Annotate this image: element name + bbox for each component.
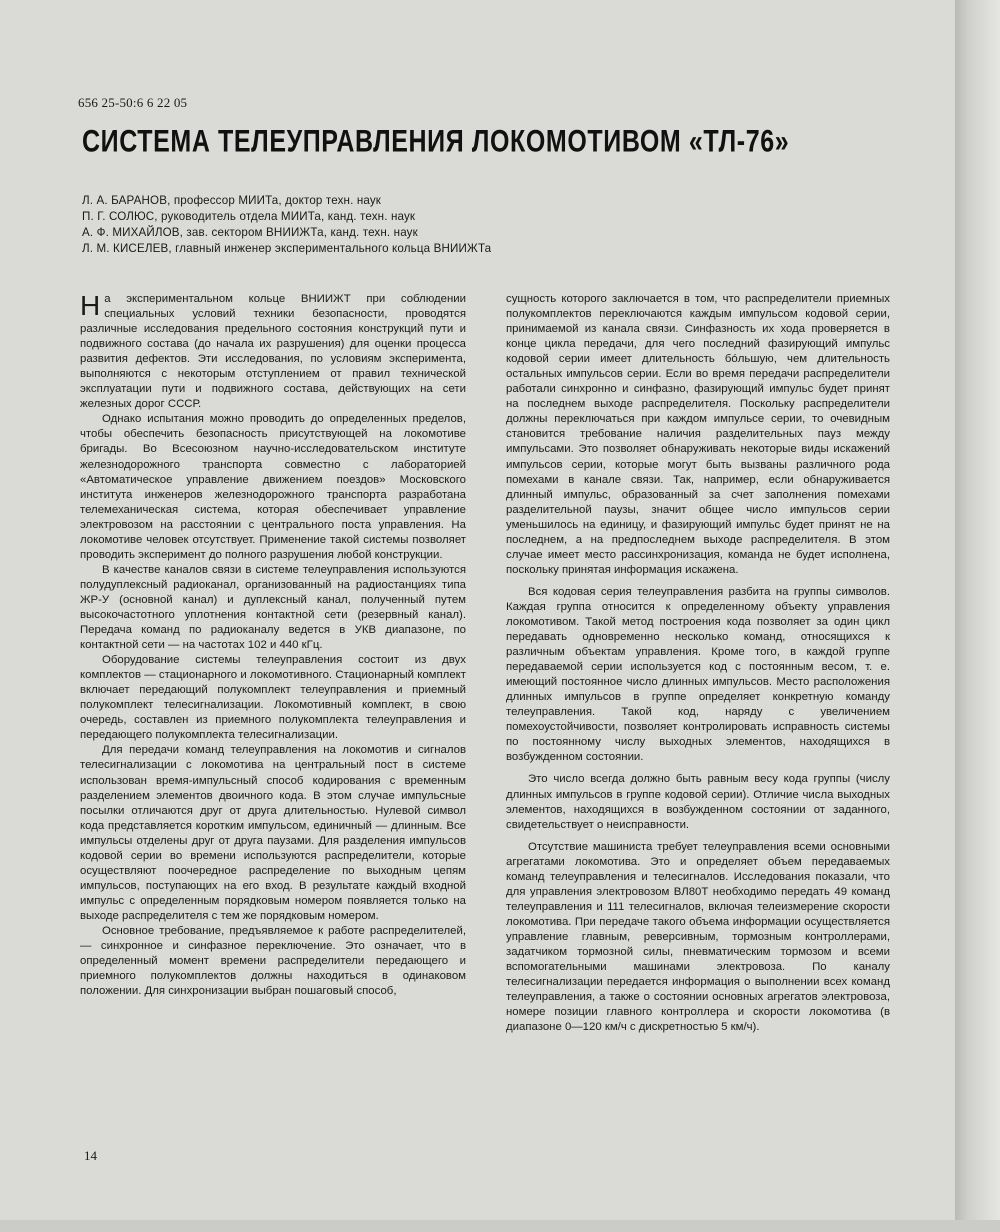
author-line: А. Ф. МИХАЙЛОВ, зав. сектором ВНИИЖТа, канд. техн. наук <box>82 226 418 239</box>
udk-code: 656 25-50:6 6 22 05 <box>78 95 188 110</box>
paragraph: Вся кодовая серия телеуправления разбита на группы символов. Каждая группа относится к определенному объекту управления локомотивом. Такой метод построения кода позволяет за один цикл передавать одновременно несколько команд, относящихся к различным объектам управления. Кроме того, в каждой группе передаваемой серии используется код с постоянным весом, т. е. имеющий постоянное число длинных импульсов. Место расположения длинных импульсов в группе определяет конкретную команду телеуправления. Такой код, наряду с увеличением помехоустойчивости, позволяет контролировать исправность системы по постоянному числу выходных элементов, находящихся в возбужденном состоянии. <box>506 585 890 764</box>
article-title: СИСТЕМА ТЕЛЕУПРАВЛЕНИЯ ЛОКОМОТИВОМ «ТЛ-76» <box>82 124 790 159</box>
paragraph: Для передачи команд телеуправления на локомотив и сигналов телесигнализации с локомотива на центральный пост в системе использован время-импульсный способ кодирования с временным разделением элементов двоичного кода. В этом случае импульсные посылки отличаются друг от друга длительностью. Нулевой символ кода представляется коротким импульсом, единичный — длинным. Все импульсы отделены друг от друга паузами. Для разделения импульсов кодовой серии во времени используются распределители, которые осуществляют поочередное распределение по выходным цепям импульсов, поступающих на его вход. В результате каждый входной импульс с определенным порядковым номером появляется только на выходе распределителя с тем же порядковым номером. <box>80 744 466 922</box>
paragraph: Оборудование системы телеуправления состоит из двух комплектов — стационарного и локомотивного. Стационарный комплект включает передающий полукомплект телеуправления и приемный полукомплект телесигнализации. Локомотивный комплект, в свою очередь, составлен из приемного полукомплекта телеуправления и передающего полукомплекта телесигнализации. <box>80 654 466 742</box>
right-column <box>506 292 890 1035</box>
paragraph: В качестве каналов связи в системе телеуправления используются полудуплексный радиоканал, организованный на радиостанциях типа ЖР-У (основной канал) и дуплексный канал, полученный путем высокочастотного уплотнения контактной сети (резервный канал). Передача команд по радиоканалу ведется в УКВ диапазоне, по контактной сети — на частотах 102 и 440 кГц. <box>80 563 466 652</box>
author-line: Л. М. КИСЕЛЕВ, главный инженер экспериментального кольца ВНИИЖТа <box>82 242 492 255</box>
paragraph <box>80 292 466 412</box>
paragraph: Основное требование, предъявляемое к работе распределителей, — синхронное и синфазное переключение. Это означает, что в определенный момент времени распределители передающего и приемного полукомплектов должны находиться в одинаковом положении. Для синхронизации выбран пошаговый способ, <box>80 924 466 998</box>
author-line: Л. А. БАРАНОВ, профессор МИИТа, доктор техн. наук <box>82 194 382 207</box>
paragraph-text: а экспериментальном кольце ВНИИЖТ при соблюдении специальных условий техники безопасности, проводятся различные исследования предельного состояния конструкций пути и подвижного состава (до начала их разрушения) для оценки процесса развития дефектов. Эти исследования, по условиям эксперимента, выполняются с некоторым отступлением от правил технической эксплуатации пути и подвижного состава, действующих на сети железных дорог СССР. <box>80 293 466 411</box>
paragraph: Отсутствие машиниста требует телеуправления всеми основными агрегатами локомотива. Это и определяет объем передаваемых команд телеуправления и телесигналов. Исследования показали, что для управления электровозом ВЛ80Т необходимо передать 49 команд телеуправления и 111 телесигналов, включая телеизмерение скорости локомотива. При передаче такого объема информации осуществляется управление главным, реверсивным, тормозным контроллерами, задатчиком тормозной силы, пневматическим тормозом и всеми вспомогательными машинами электровоза. По каналу телесигнализации передается информация о выполнении всех команд телеуправления, а также о состоянии основных агрегатов электровоза, номере позиции главного контроллера и скорости локомотива (в диапазоне 0—120 км/ч с дискретностью 5 км/ч). <box>506 840 890 1034</box>
left-column <box>80 292 466 999</box>
paragraph: сущность которого заключается в том, что распределители приемных полукомплектов переключаются каждым импульсом кодовой серии, принимаемой из канала связи. Синфазность их хода проверяется в конце цикла передачи, для чего последний фазирующий импульс кодовой серии имеет длительность бóльшую, чем длительность остальных импульсов серии. Если во время передачи распределители работали синхронно и синфазно, фазирующий импульс будет принят на последнем выходе распределителя. Поскольку распределители должны переключаться при каждом импульсе серии, то очевидным становится требование наличия разделительных пауз между импульсами. Это позволяет обнаруживать некоторые виды искажений импульсов серии, которые могут быть вызваны различного рода помехами в канале связи. Так, например, если обнаруживается длинный импульс, образованный за счет заполнения помехами разделительной паузы, значит общее число импульсов серии уменьшилось на единицу, и фазирующий импульс будет принят не на последнем, а на предпоследнем выходе распределителя. В этом случае имеет место рассинхронизация, команда не будет исполнена, поскольку принятая информация искажена. <box>506 293 890 576</box>
page-bottom-edge <box>0 1220 1000 1232</box>
drop-cap: Н <box>80 290 101 321</box>
author-line: П. Г. СОЛЮС, руководитель отдела МИИТа, канд. техн. наук <box>82 210 416 223</box>
paragraph: Это число всегда должно быть равным весу кода группы (числу длинных импульсов в группе кодовой серии). Отличие числа выходных элементов, находящихся в возбужденном состоянии от заданного, свидетельствует о неисправности. <box>506 773 890 831</box>
page-binding-edge <box>955 0 1000 1232</box>
page-number: 14 <box>84 1148 97 1163</box>
authors-block <box>82 193 942 257</box>
paragraph: Однако испытания можно проводить до определенных пределов, чтобы обеспечить безопасность присутствующей на локомотиве бригады. Во Всесоюзном научно-исследовательском институте железнодорожного транспорта совместно с лабораторией «Автоматическое управление движением поездов» Московского института инженеров железнодорожного транспорта разработана телемеханическая система, которая обеспечивает управление электровозом на расстоянии с центрального поста управления. На локомотиве человек отсутствует. Применение такой системы позволяет проводить эксперимент до полного разрушения любой конструкции. <box>80 413 466 561</box>
